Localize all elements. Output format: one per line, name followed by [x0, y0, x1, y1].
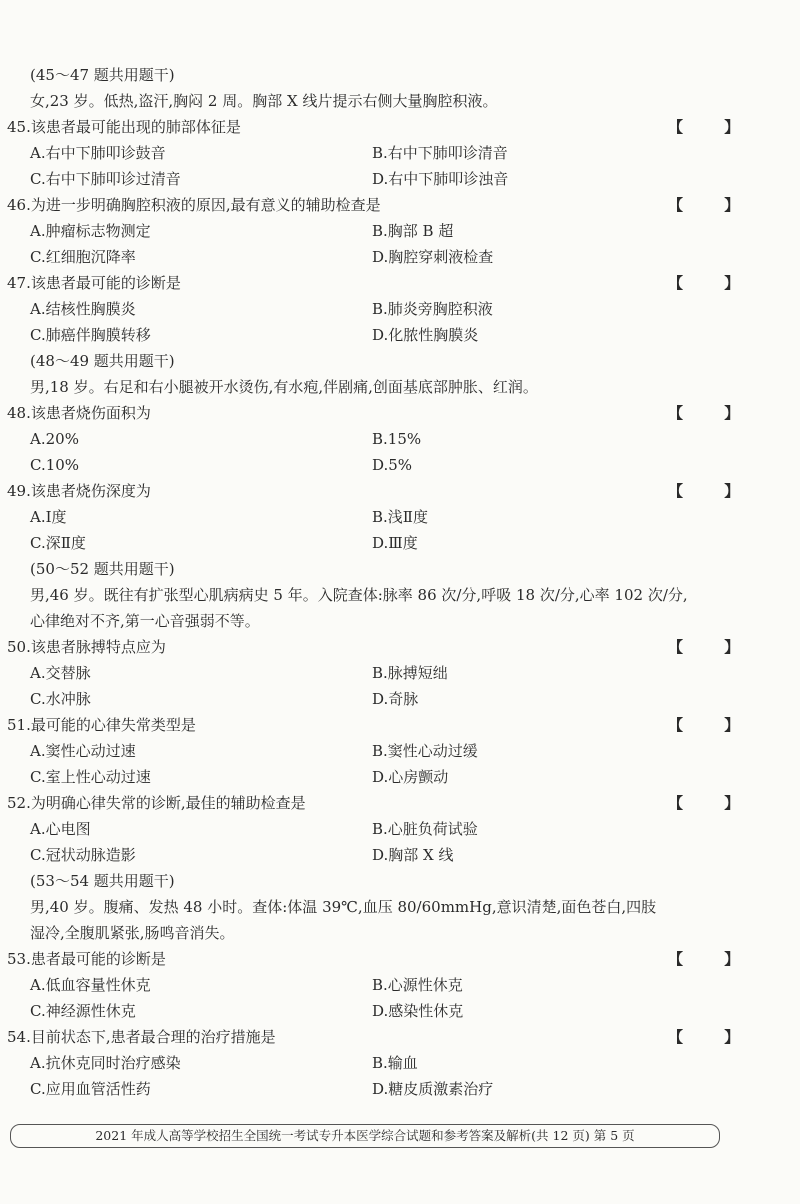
answer-bracket: 【 】 — [668, 274, 758, 292]
option-b: B.心源性休克 — [372, 976, 463, 994]
answer-bracket: 【 】 — [668, 482, 758, 500]
option-c: C.深Ⅱ度 — [30, 534, 86, 552]
question-row — [0, 270, 800, 296]
option-c: C.冠状动脉造影 — [30, 846, 136, 864]
question-row — [0, 790, 800, 816]
group-header-row — [0, 348, 800, 374]
answer-bracket: 【 】 — [668, 716, 758, 734]
stem-text: 女,23 岁。低热,盗汗,胸闷 2 周。胸部 X 线片提示右侧大量胸腔积液。 — [30, 92, 498, 110]
group-header-row — [0, 62, 800, 88]
option-a: A.右中下肺叩诊鼓音 — [30, 144, 166, 162]
stem-text: 湿冷,全腹肌紧张,肠鸣音消失。 — [30, 924, 235, 942]
answer-bracket: 【 】 — [668, 794, 758, 812]
group-header: (45～47 题共用题干) — [30, 66, 175, 84]
option-row — [0, 530, 800, 556]
question-text: 52.为明确心律失常的诊断,最佳的辅助检查是 — [7, 794, 306, 812]
option-row — [0, 296, 800, 322]
option-a: A.Ⅰ度 — [30, 508, 67, 526]
group-header-row — [0, 556, 800, 582]
question-row — [0, 712, 800, 738]
group-header: (48～49 题共用题干) — [30, 352, 175, 370]
option-row — [0, 1076, 800, 1102]
option-row — [0, 140, 800, 166]
option-c: C.红细胞沉降率 — [30, 248, 136, 266]
option-b: B.窦性心动过缓 — [372, 742, 478, 760]
option-row — [0, 166, 800, 192]
option-d: D.感染性休克 — [372, 1002, 464, 1020]
answer-bracket: 【 】 — [668, 196, 758, 214]
question-row — [0, 400, 800, 426]
option-row — [0, 1050, 800, 1076]
option-row — [0, 452, 800, 478]
option-a: A.20% — [30, 430, 79, 448]
option-row — [0, 244, 800, 270]
option-c: C.右中下肺叩诊过清音 — [30, 170, 181, 188]
stem-text: 男,46 岁。既往有扩张型心肌病病史 5 年。入院查体:脉率 86 次/分,呼吸 18 次/分,心率 102 次/分, — [30, 586, 688, 604]
option-d: D.化脓性胸膜炎 — [372, 326, 479, 344]
page-footer: 2021 年成人高等学校招生全国统一考试专升本医学综合试题和参考答案及解析(共 12 页) 第 5 页 — [10, 1124, 720, 1148]
option-b: B.浅Ⅱ度 — [372, 508, 428, 526]
stem-row — [0, 88, 800, 114]
option-c: C.应用血管活性药 — [30, 1080, 151, 1098]
answer-bracket: 【 】 — [668, 404, 758, 422]
question-text: 48.该患者烧伤面积为 — [7, 404, 151, 422]
question-text: 54.目前状态下,患者最合理的治疗措施是 — [7, 1028, 276, 1046]
option-d: D.5% — [372, 456, 413, 474]
question-text: 45.该患者最可能出现的肺部体征是 — [7, 118, 241, 136]
option-a: A.交替脉 — [30, 664, 91, 682]
question-row — [0, 192, 800, 218]
option-row — [0, 972, 800, 998]
option-b: B.心脏负荷试验 — [372, 820, 478, 838]
question-text: 53.患者最可能的诊断是 — [7, 950, 166, 968]
stem-row — [0, 894, 800, 920]
question-text: 51.最可能的心律失常类型是 — [7, 716, 196, 734]
option-d: D.奇脉 — [372, 690, 419, 708]
option-a: A.心电图 — [30, 820, 91, 838]
answer-bracket: 【 】 — [668, 638, 758, 656]
answer-bracket: 【 】 — [668, 118, 758, 136]
stem-text: 男,40 岁。腹痛、发热 48 小时。查体:体温 39℃,血压 80/60mmHg,意识清楚,面色苍白,四肢 — [30, 898, 657, 916]
option-d: D.胸部 X 线 — [372, 846, 454, 864]
stem-text: 男,18 岁。右足和右小腿被开水烫伤,有水疱,伴剧痛,创面基底部肿胀、红润。 — [30, 378, 538, 396]
stem-row — [0, 920, 800, 946]
option-b: B.肺炎旁胸腔积液 — [372, 300, 493, 318]
option-row — [0, 842, 800, 868]
question-row — [0, 946, 800, 972]
answer-bracket: 【 】 — [668, 950, 758, 968]
group-header: (50～52 题共用题干) — [30, 560, 175, 578]
question-text: 47.该患者最可能的诊断是 — [7, 274, 181, 292]
option-d: D.Ⅲ度 — [372, 534, 418, 552]
option-c: C.室上性心动过速 — [30, 768, 151, 786]
stem-row — [0, 582, 800, 608]
option-c: C.肺癌伴胸膜转移 — [30, 326, 151, 344]
option-c: C.10% — [30, 456, 80, 474]
option-row — [0, 686, 800, 712]
option-b: B.右中下肺叩诊清音 — [372, 144, 508, 162]
option-b: B.胸部 B 超 — [372, 222, 454, 240]
option-d: D.胸腔穿刺液检查 — [372, 248, 494, 266]
question-text: 50.该患者脉搏特点应为 — [7, 638, 166, 656]
answer-bracket: 【 】 — [668, 1028, 758, 1046]
option-a: A.抗休克同时治疗感染 — [30, 1054, 181, 1072]
option-row — [0, 504, 800, 530]
option-a: A.肿瘤标志物测定 — [30, 222, 151, 240]
stem-text: 心律绝对不齐,第一心音强弱不等。 — [30, 612, 260, 630]
question-row — [0, 1024, 800, 1050]
option-a: A.结核性胸膜炎 — [30, 300, 136, 318]
question-row — [0, 114, 800, 140]
question-text: 49.该患者烧伤深度为 — [7, 482, 151, 500]
option-row — [0, 660, 800, 686]
option-row — [0, 738, 800, 764]
group-header-row — [0, 868, 800, 894]
question-row — [0, 634, 800, 660]
option-b: B.脉搏短绌 — [372, 664, 448, 682]
question-text: 46.为进一步明确胸腔积液的原因,最有意义的辅助检查是 — [7, 196, 381, 214]
option-d: D.糖皮质激素治疗 — [372, 1080, 494, 1098]
option-row — [0, 764, 800, 790]
option-b: B.15% — [372, 430, 422, 448]
option-c: C.神经源性休克 — [30, 1002, 136, 1020]
option-row — [0, 426, 800, 452]
option-a: A.窦性心动过速 — [30, 742, 136, 760]
option-a: A.低血容量性休克 — [30, 976, 151, 994]
question-row — [0, 478, 800, 504]
group-header: (53～54 题共用题干) — [30, 872, 175, 890]
option-d: D.右中下肺叩诊浊音 — [372, 170, 509, 188]
option-row — [0, 998, 800, 1024]
stem-row — [0, 608, 800, 634]
option-row — [0, 816, 800, 842]
option-b: B.输血 — [372, 1054, 418, 1072]
stem-row — [0, 374, 800, 400]
option-d: D.心房颤动 — [372, 768, 449, 786]
option-row — [0, 218, 800, 244]
option-c: C.水冲脉 — [30, 690, 91, 708]
option-row — [0, 322, 800, 348]
